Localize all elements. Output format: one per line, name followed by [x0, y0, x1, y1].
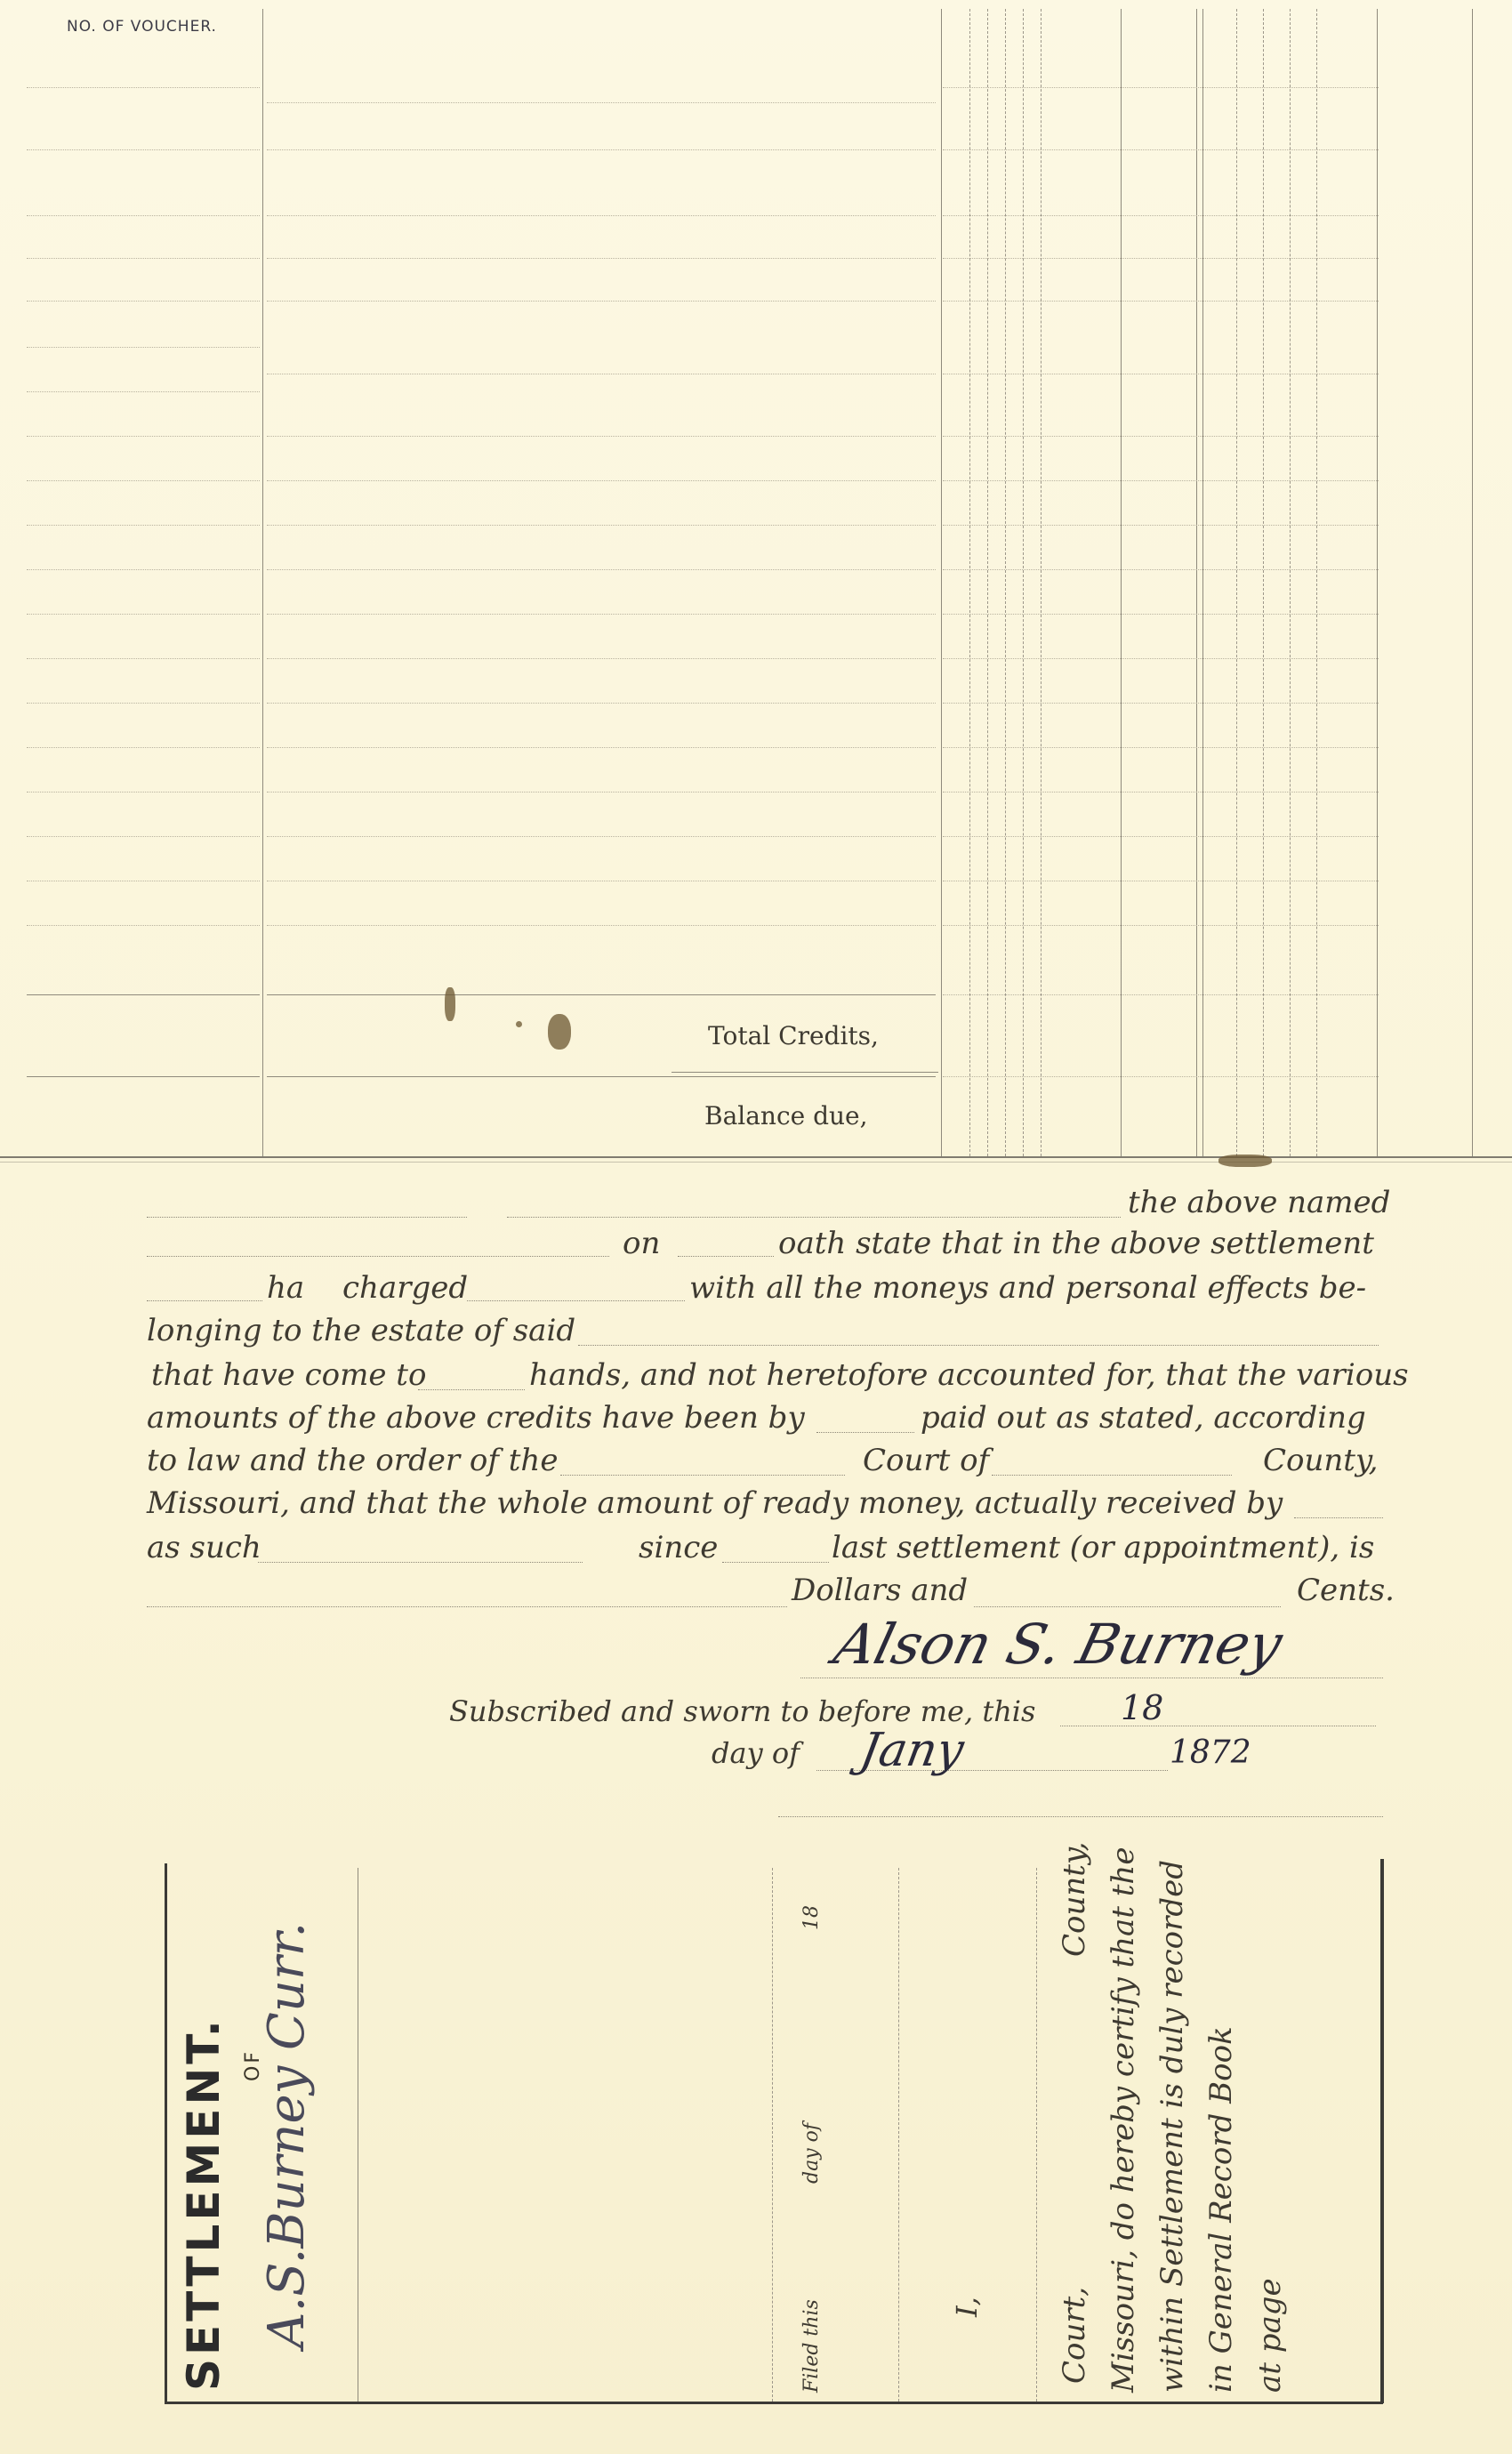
ink-stain: [1218, 1155, 1272, 1167]
ink-stain: [548, 1014, 571, 1050]
docket-right-border: [1380, 1859, 1384, 2403]
amount-column-rule-cents-4: [1023, 9, 1024, 1156]
voucher-column-header: NO. OF VOUCHER.: [67, 18, 217, 36]
oath-blank-1[interactable]: [147, 1217, 467, 1218]
oath-line-10-dollars: Dollars and: [792, 1573, 969, 1608]
oath-line-3-ha: ha: [267, 1270, 305, 1306]
docket-divider-4: [1036, 1868, 1037, 2402]
subscribed-text: Subscribed and sworn to before me, this: [449, 1694, 1036, 1728]
amount-column-rule-cents-2: [987, 9, 988, 1156]
oath-blank-3[interactable]: [147, 1256, 609, 1257]
ink-stain: [445, 987, 455, 1021]
oath-line-2-rest: oath state that in the above settlement: [778, 1226, 1374, 1261]
signature: Alson S. Burney: [827, 1612, 1289, 1677]
oath-line-8: Missouri, and that the whole amount of ready money, actually received by: [147, 1485, 1283, 1521]
docket-name: A.S.Burney Curr.: [258, 1921, 316, 2348]
fold-line-shadow: [0, 1162, 1512, 1163]
year-value: 1872: [1170, 1734, 1251, 1771]
oath-line-6-start: amounts of the above credits have been by: [147, 1400, 805, 1436]
docket-court: Court,: [1057, 2286, 1092, 2384]
oath-blank-10[interactable]: [560, 1475, 845, 1476]
day-value: 18: [1121, 1688, 1164, 1727]
docket-filed-year: 18: [800, 1905, 823, 1930]
oath-blank-14[interactable]: [722, 1562, 829, 1563]
docket-missouri: Missouri, do hereby certify that the: [1106, 1847, 1141, 2393]
docket-divider-2: [772, 1868, 773, 2402]
amount-column-rule-far-right: [1377, 9, 1378, 1156]
docket-filed-day-of: day of: [800, 2122, 823, 2184]
oath-blank-5[interactable]: [147, 1300, 262, 1301]
day-of-text: day of: [712, 1736, 800, 1770]
docket-record-book: in General Record Book: [1203, 2026, 1239, 2393]
docket-left-border: [165, 1863, 167, 2402]
oath-blank-12[interactable]: [1294, 1517, 1383, 1518]
oath-line-2-on: on: [623, 1226, 661, 1261]
oath-blank-9[interactable]: [816, 1432, 914, 1433]
oath-blank-2[interactable]: [507, 1217, 1121, 1218]
docket-filed-this: Filed this: [800, 2299, 823, 2393]
amount-column-rule-cents-8: [1290, 9, 1291, 1156]
oath-blank-11[interactable]: [992, 1475, 1232, 1476]
oath-line-5-rest: hands, and not heretofore accounted for, that the various: [529, 1357, 1409, 1393]
amount-column-rule-right-a: [1196, 9, 1197, 1156]
month-value: Jany: [856, 1724, 969, 1777]
oath-blank-16[interactable]: [974, 1606, 1281, 1607]
amount-column-rule-cents-5: [1041, 9, 1042, 1156]
oath-line-7-start: to law and the order of the: [147, 1443, 559, 1478]
oath-line-10-cents: Cents.: [1297, 1573, 1395, 1608]
docket-within: within Settlement is duly recorded: [1154, 1859, 1190, 2393]
oath-line-7-county: County,: [1263, 1443, 1379, 1478]
amount-column-rule-cents-3: [1005, 9, 1006, 1156]
voucher-column-rule: [262, 9, 263, 1156]
oath-line-5-start: that have come to: [151, 1357, 427, 1393]
total-credits-label: Total Credits,: [708, 1021, 879, 1050]
docket-i-label: I,: [950, 2297, 984, 2317]
oath-line-9-since: since: [639, 1530, 719, 1565]
oath-blank-13[interactable]: [258, 1562, 583, 1563]
page-right-rule: [1472, 9, 1473, 1156]
oath-line-6-rest: paid out as stated, according: [921, 1400, 1366, 1436]
oath-line-9-start: as such: [147, 1530, 261, 1565]
balance-due-label: Balance due,: [704, 1101, 868, 1130]
oath-blank-7[interactable]: [578, 1345, 1379, 1346]
oath-blank-15[interactable]: [147, 1606, 787, 1607]
docket-of: OF: [242, 2049, 264, 2081]
total-credits-rule: [672, 1072, 938, 1073]
oath-blank-6[interactable]: [467, 1300, 685, 1301]
amount-column-rule-left: [941, 9, 942, 1156]
docket-county: County,: [1057, 1841, 1092, 1957]
oath-line-3-rest: with all the moneys and personal effects be-: [689, 1270, 1367, 1306]
amount-column-rule-right-b: [1202, 9, 1203, 1156]
oath-line-1-end: the above named: [1128, 1185, 1391, 1220]
oath-line-4: longing to the estate of said: [147, 1313, 576, 1348]
docket-at-page: at page: [1252, 2278, 1288, 2393]
oath-blank-8[interactable]: [418, 1389, 525, 1390]
amount-column-rule-cents-9: [1316, 9, 1317, 1156]
officer-signature-line[interactable]: [778, 1816, 1383, 1817]
oath-blank-4[interactable]: [678, 1256, 774, 1257]
oath-line-3-charged: charged: [342, 1270, 469, 1306]
fold-line: [0, 1156, 1512, 1158]
amount-column-rule-cents-1: [969, 9, 970, 1156]
ink-stain: [516, 1021, 522, 1027]
amount-column-rule-mid: [1121, 9, 1122, 1156]
oath-line-7-court: Court of: [863, 1443, 990, 1478]
amount-column-rule-cents-6: [1236, 9, 1237, 1156]
docket-bottom-border: [165, 2402, 1383, 2404]
docket-title: SETTLEMENT.: [178, 2016, 229, 2391]
docket-divider-3: [898, 1868, 899, 2402]
amount-column-rule-cents-7: [1263, 9, 1264, 1156]
oath-line-9-rest: last settlement (or appointment), is: [832, 1530, 1375, 1565]
